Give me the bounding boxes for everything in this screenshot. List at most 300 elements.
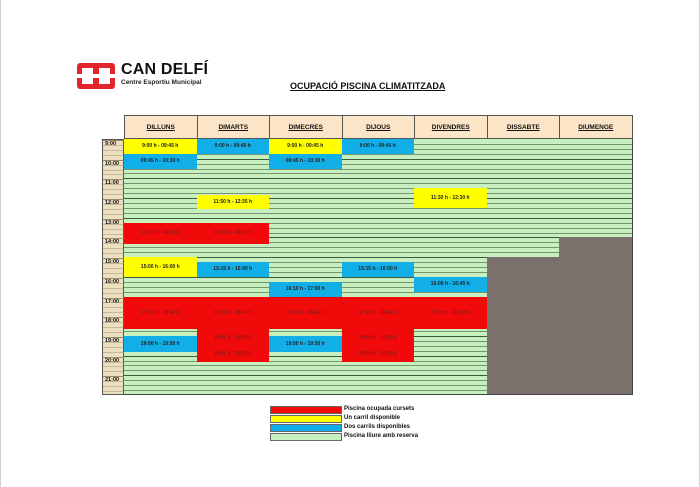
grid-line bbox=[269, 262, 342, 263]
grid-line bbox=[124, 193, 197, 194]
schedule-block: 17:00 h - 18:40 h bbox=[197, 297, 270, 330]
grid-line bbox=[269, 183, 342, 184]
grid-line bbox=[197, 292, 270, 293]
grid-line bbox=[414, 154, 487, 155]
grid-line bbox=[414, 292, 487, 293]
time-label: 20:00 bbox=[105, 357, 120, 364]
schedule-block: 19:00 h - 19:50 h bbox=[269, 336, 342, 352]
time-subline bbox=[103, 268, 125, 269]
grid-line bbox=[559, 193, 632, 194]
time-subline bbox=[103, 189, 125, 190]
grid-line bbox=[269, 203, 342, 204]
time-subline bbox=[103, 307, 125, 308]
closed-block bbox=[559, 237, 632, 395]
schedule-block: 11:30 h - 12:30 h bbox=[414, 188, 487, 208]
time-subline bbox=[103, 302, 125, 303]
grid-line bbox=[124, 385, 197, 386]
grid-line bbox=[559, 183, 632, 184]
schedule-block: 9:00 h - 09:45 h bbox=[342, 139, 415, 154]
grid-line bbox=[414, 336, 487, 337]
grid-line bbox=[414, 173, 487, 174]
grid-line bbox=[269, 178, 342, 179]
time-subline bbox=[103, 214, 125, 215]
time-subline bbox=[103, 371, 125, 372]
schedule-block: 09:45 h - 10:30 h bbox=[124, 154, 197, 169]
grid-line bbox=[414, 252, 487, 253]
brand-name: CAN DELFÍ bbox=[121, 61, 209, 78]
grid-line bbox=[342, 154, 415, 155]
grid-line bbox=[124, 380, 197, 381]
grid-line bbox=[197, 277, 270, 278]
time-label: 21:00 bbox=[105, 377, 120, 384]
grid-line bbox=[414, 183, 487, 184]
grid-line bbox=[269, 267, 342, 268]
schedule-block: 16:00 h - 16:45 h bbox=[414, 277, 487, 292]
time-column bbox=[102, 139, 124, 395]
grid-line bbox=[269, 390, 342, 391]
grid-line bbox=[197, 164, 270, 165]
grid-line bbox=[269, 247, 342, 248]
grid-line bbox=[414, 341, 487, 342]
legend-swatch bbox=[270, 424, 342, 432]
grid-line bbox=[414, 228, 487, 229]
grid-line bbox=[197, 218, 270, 219]
grid-line bbox=[559, 173, 632, 174]
grid-line bbox=[342, 169, 415, 170]
grid-line bbox=[559, 218, 632, 219]
grid-line bbox=[269, 380, 342, 381]
time-subline bbox=[103, 332, 125, 333]
grid-line bbox=[559, 208, 632, 209]
grid-line bbox=[414, 213, 487, 214]
time-subline bbox=[103, 194, 125, 195]
schedule-block: 11:50 h - 12:35 h bbox=[197, 195, 270, 210]
time-subline bbox=[103, 234, 125, 235]
time-subline bbox=[103, 263, 125, 264]
schedule-title: OCUPACIÓ PISCINA CLIMATITZADA bbox=[290, 81, 446, 91]
grid-line bbox=[197, 375, 270, 376]
grid-line bbox=[197, 173, 270, 174]
grid-line bbox=[124, 213, 197, 214]
grid-line bbox=[124, 183, 197, 184]
day-column bbox=[269, 139, 343, 395]
time-subline bbox=[103, 342, 125, 343]
schedule-block: 16:10 h - 17:00 h bbox=[269, 282, 342, 297]
grid-line bbox=[197, 370, 270, 371]
grid-line bbox=[342, 375, 415, 376]
grid-line bbox=[197, 183, 270, 184]
schedule-block: 18:40 h - 19:30 h bbox=[342, 329, 415, 345]
time-subline bbox=[103, 273, 125, 274]
grid-line bbox=[124, 287, 197, 288]
grid-line bbox=[414, 164, 487, 165]
grid-line bbox=[269, 208, 342, 209]
grid-line bbox=[487, 247, 560, 248]
schedule-block: 18:40 h - 19:30 h bbox=[197, 329, 270, 345]
schedule-block: 17:00 h - 18:40 h bbox=[124, 297, 197, 330]
grid-line bbox=[269, 173, 342, 174]
grid-line bbox=[414, 356, 487, 357]
schedule-block: 17:00 h - 18:40 h bbox=[269, 297, 342, 330]
time-subline bbox=[103, 174, 125, 175]
grid-line bbox=[487, 223, 560, 224]
grid-line bbox=[269, 218, 342, 219]
grid-line bbox=[342, 247, 415, 248]
grid-line bbox=[124, 282, 197, 283]
grid-line bbox=[487, 203, 560, 204]
grid-line bbox=[124, 292, 197, 293]
schedule-block: 15:15 h - 16:00 h bbox=[197, 262, 270, 277]
grid-line bbox=[487, 159, 560, 160]
grid-line bbox=[269, 188, 342, 189]
grid-line bbox=[414, 346, 487, 347]
grid-line bbox=[487, 228, 560, 229]
time-subline bbox=[103, 224, 125, 225]
legend-label: Dos carrils disponibles bbox=[344, 424, 411, 430]
grid-line bbox=[414, 149, 487, 150]
grid-line bbox=[559, 169, 632, 170]
time-subline bbox=[103, 243, 125, 244]
time-subline bbox=[103, 347, 125, 348]
grid-line bbox=[487, 188, 560, 189]
grid-line bbox=[269, 169, 342, 170]
grid-line bbox=[414, 351, 487, 352]
time-subline bbox=[103, 184, 125, 185]
legend-label: Piscina ocupada cursets bbox=[344, 406, 415, 412]
grid-line bbox=[124, 178, 197, 179]
grid-line bbox=[487, 242, 560, 243]
grid-line bbox=[124, 218, 197, 219]
logo-mark-icon bbox=[77, 63, 115, 89]
grid-line bbox=[269, 257, 342, 258]
grid-line bbox=[559, 203, 632, 204]
grid-line bbox=[124, 208, 197, 209]
legend-label: Piscina lliure amb reserva bbox=[344, 433, 419, 439]
grid-line bbox=[124, 375, 197, 376]
grid-line bbox=[559, 188, 632, 189]
grid-line bbox=[269, 331, 342, 332]
grid-line bbox=[414, 223, 487, 224]
logo bbox=[77, 60, 217, 94]
grid-line bbox=[124, 169, 197, 170]
grid-line bbox=[414, 178, 487, 179]
grid-line bbox=[487, 198, 560, 199]
grid-line bbox=[487, 237, 560, 238]
schedule-block: 15:00 h - 16:00 h bbox=[124, 257, 197, 277]
grid-line bbox=[197, 252, 270, 253]
grid-line bbox=[124, 173, 197, 174]
grid-line bbox=[559, 228, 632, 229]
grid-line bbox=[197, 169, 270, 170]
grid-line bbox=[269, 223, 342, 224]
day-column bbox=[414, 139, 488, 395]
grid-line bbox=[559, 154, 632, 155]
grid-line bbox=[269, 252, 342, 253]
time-label: 9:00 bbox=[105, 141, 117, 147]
grid-line bbox=[197, 247, 270, 248]
grid-line bbox=[559, 223, 632, 224]
grid-line bbox=[342, 159, 415, 160]
time-subline bbox=[103, 322, 125, 323]
grid-line bbox=[487, 218, 560, 219]
day-column bbox=[124, 139, 198, 395]
grid-line bbox=[487, 208, 560, 209]
grid-line bbox=[269, 365, 342, 366]
grid-line bbox=[269, 272, 342, 273]
grid-line bbox=[197, 287, 270, 288]
grid-line bbox=[124, 361, 197, 362]
time-subline bbox=[103, 366, 125, 367]
grid-line bbox=[197, 385, 270, 386]
grid-line bbox=[487, 178, 560, 179]
day-header: DIJOUS bbox=[342, 115, 416, 139]
grid-line bbox=[487, 164, 560, 165]
schedule-block: 13:20 h - 14:20 h bbox=[197, 223, 270, 244]
time-subline bbox=[103, 362, 125, 363]
brand-subtitle: Centre Esportiu Municipal bbox=[121, 79, 202, 86]
grid-line bbox=[559, 159, 632, 160]
day-column bbox=[342, 139, 416, 395]
grid-line bbox=[197, 390, 270, 391]
time-subline bbox=[103, 391, 125, 392]
grid-line bbox=[487, 154, 560, 155]
grid-line bbox=[414, 370, 487, 371]
grid-line bbox=[414, 159, 487, 160]
grid-line bbox=[487, 193, 560, 194]
grid-line bbox=[269, 242, 342, 243]
time-subline bbox=[103, 248, 125, 249]
grid-line bbox=[197, 380, 270, 381]
time-subline bbox=[103, 209, 125, 210]
time-label: 11:00 bbox=[105, 180, 119, 187]
day-header: DIMARTS bbox=[197, 115, 271, 139]
grid-line bbox=[414, 380, 487, 381]
schedule-block: 19:00 h - 19:50 h bbox=[124, 336, 197, 352]
time-subline bbox=[103, 312, 125, 313]
time-label: 10:00 bbox=[105, 160, 120, 167]
grid-line bbox=[342, 233, 415, 234]
grid-line bbox=[414, 365, 487, 366]
grid-line bbox=[124, 356, 197, 357]
grid-line bbox=[342, 292, 415, 293]
schedule-block: 13:20 h - 14:20 h bbox=[124, 223, 197, 244]
grid-line bbox=[414, 237, 487, 238]
time-subline bbox=[103, 253, 125, 254]
grid-line bbox=[414, 272, 487, 273]
time-subline bbox=[103, 381, 125, 382]
legend-label: Un carril disponible bbox=[344, 415, 401, 421]
time-subline bbox=[103, 229, 125, 230]
grid-line bbox=[269, 375, 342, 376]
grid-line bbox=[342, 228, 415, 229]
grid-line bbox=[124, 390, 197, 391]
grid-line bbox=[342, 380, 415, 381]
grid-line bbox=[197, 282, 270, 283]
closed-block bbox=[487, 257, 560, 395]
grid-line bbox=[197, 154, 270, 155]
schedule-block: 09:45 h - 10:30 h bbox=[269, 154, 342, 169]
grid-line bbox=[414, 262, 487, 263]
grid-line bbox=[124, 203, 197, 204]
grid-line bbox=[414, 233, 487, 234]
day-header: DIVENDRES bbox=[414, 115, 488, 139]
legend-swatch bbox=[270, 433, 342, 441]
grid-line bbox=[559, 198, 632, 199]
time-subline bbox=[103, 288, 125, 289]
time-label: 17:00 bbox=[105, 298, 120, 305]
grid-line bbox=[124, 247, 197, 248]
time-label: 12:00 bbox=[105, 200, 120, 207]
grid-line bbox=[269, 356, 342, 357]
grid-line bbox=[124, 370, 197, 371]
schedule-grid bbox=[102, 115, 632, 395]
grid-line bbox=[487, 144, 560, 145]
grid-line bbox=[269, 237, 342, 238]
day-column bbox=[559, 139, 633, 395]
grid-line bbox=[342, 257, 415, 258]
grid-line bbox=[559, 233, 632, 234]
grid-line bbox=[414, 144, 487, 145]
grid-line bbox=[269, 370, 342, 371]
grid-line bbox=[342, 390, 415, 391]
grid-line bbox=[269, 277, 342, 278]
legend-swatch bbox=[270, 406, 342, 414]
grid-line bbox=[414, 242, 487, 243]
grid-line bbox=[124, 331, 197, 332]
grid-line bbox=[342, 178, 415, 179]
grid-line bbox=[414, 375, 487, 376]
grid-line bbox=[414, 361, 487, 362]
time-subline bbox=[103, 155, 125, 156]
grid-line bbox=[487, 149, 560, 150]
grid-line bbox=[414, 390, 487, 391]
grid-line bbox=[269, 213, 342, 214]
grid-line bbox=[342, 282, 415, 283]
grid-line bbox=[414, 208, 487, 209]
grid-line bbox=[342, 385, 415, 386]
grid-line bbox=[342, 198, 415, 199]
schedule-block: 15:15 h - 16:00 h bbox=[342, 262, 415, 277]
grid-line bbox=[197, 178, 270, 179]
grid-line bbox=[559, 164, 632, 165]
grid-line bbox=[197, 213, 270, 214]
time-subline bbox=[103, 283, 125, 284]
schedule-block: 19:30 h - 20:20 h bbox=[342, 346, 415, 362]
grid-line bbox=[269, 361, 342, 362]
schedule-block: 17:00 h - 18:40 h bbox=[342, 297, 415, 330]
time-label: 19:00 bbox=[105, 337, 120, 344]
grid-line bbox=[487, 169, 560, 170]
time-label: 16:00 bbox=[105, 278, 120, 285]
grid-line bbox=[342, 164, 415, 165]
grid-line bbox=[269, 228, 342, 229]
grid-line bbox=[342, 183, 415, 184]
grid-line bbox=[342, 370, 415, 371]
day-column bbox=[197, 139, 271, 395]
grid-line bbox=[342, 188, 415, 189]
grid-line bbox=[414, 257, 487, 258]
grid-line bbox=[342, 252, 415, 253]
grid-line bbox=[487, 233, 560, 234]
grid-line bbox=[269, 385, 342, 386]
grid-line bbox=[342, 203, 415, 204]
grid-line bbox=[487, 183, 560, 184]
grid-line bbox=[342, 242, 415, 243]
grid-line bbox=[414, 247, 487, 248]
grid-line bbox=[342, 218, 415, 219]
grid-line bbox=[269, 233, 342, 234]
grid-line bbox=[269, 198, 342, 199]
time-subline bbox=[103, 145, 125, 146]
grid-line bbox=[559, 213, 632, 214]
day-column bbox=[487, 139, 561, 395]
grid-line bbox=[487, 173, 560, 174]
day-header: DISSABTE bbox=[487, 115, 561, 139]
grid-line bbox=[559, 149, 632, 150]
grid-line bbox=[414, 331, 487, 332]
grid-line bbox=[342, 237, 415, 238]
grid-line bbox=[342, 193, 415, 194]
grid-line bbox=[197, 159, 270, 160]
time-subline bbox=[103, 352, 125, 353]
time-subline bbox=[103, 170, 125, 171]
grid-line bbox=[342, 208, 415, 209]
time-subline bbox=[103, 293, 125, 294]
grid-line bbox=[124, 365, 197, 366]
schedule-block: 19:30 h - 20:20 h bbox=[197, 346, 270, 362]
grid-line bbox=[124, 198, 197, 199]
schedule-block: 17:00 h - 18:40 h bbox=[414, 297, 487, 330]
day-header: DIUMENGE bbox=[559, 115, 633, 139]
time-label: 13:00 bbox=[105, 219, 120, 226]
time-label: 14:00 bbox=[105, 239, 120, 246]
grid-line bbox=[342, 287, 415, 288]
grid-line bbox=[342, 223, 415, 224]
grid-line bbox=[124, 252, 197, 253]
schedule-block: 9:00 h - 09:45 h bbox=[269, 139, 342, 154]
grid-line bbox=[124, 277, 197, 278]
grid-line bbox=[342, 365, 415, 366]
time-label: 15:00 bbox=[105, 259, 120, 266]
grid-line bbox=[197, 257, 270, 258]
grid-line bbox=[342, 213, 415, 214]
time-subline bbox=[103, 327, 125, 328]
grid-line bbox=[487, 213, 560, 214]
time-subline bbox=[103, 204, 125, 205]
grid-line bbox=[559, 144, 632, 145]
grid-line bbox=[269, 193, 342, 194]
time-subline bbox=[103, 165, 125, 166]
grid-line bbox=[342, 173, 415, 174]
grid-line bbox=[124, 188, 197, 189]
schedule-block: 9:00 h - 09:45 h bbox=[124, 139, 197, 154]
time-label: 18:00 bbox=[105, 318, 120, 325]
grid-line bbox=[414, 267, 487, 268]
time-subline bbox=[103, 150, 125, 151]
grid-line bbox=[559, 178, 632, 179]
grid-line bbox=[487, 252, 560, 253]
day-header: DIMECRES bbox=[269, 115, 343, 139]
grid-line bbox=[414, 385, 487, 386]
legend-swatch bbox=[270, 415, 342, 423]
grid-line bbox=[414, 169, 487, 170]
grid-line bbox=[342, 277, 415, 278]
schedule-block: 9:00 h - 09:45 h bbox=[197, 139, 270, 154]
grid-line bbox=[197, 365, 270, 366]
day-header: DILLUNS bbox=[124, 115, 198, 139]
grid-line bbox=[197, 188, 270, 189]
time-subline bbox=[103, 386, 125, 387]
